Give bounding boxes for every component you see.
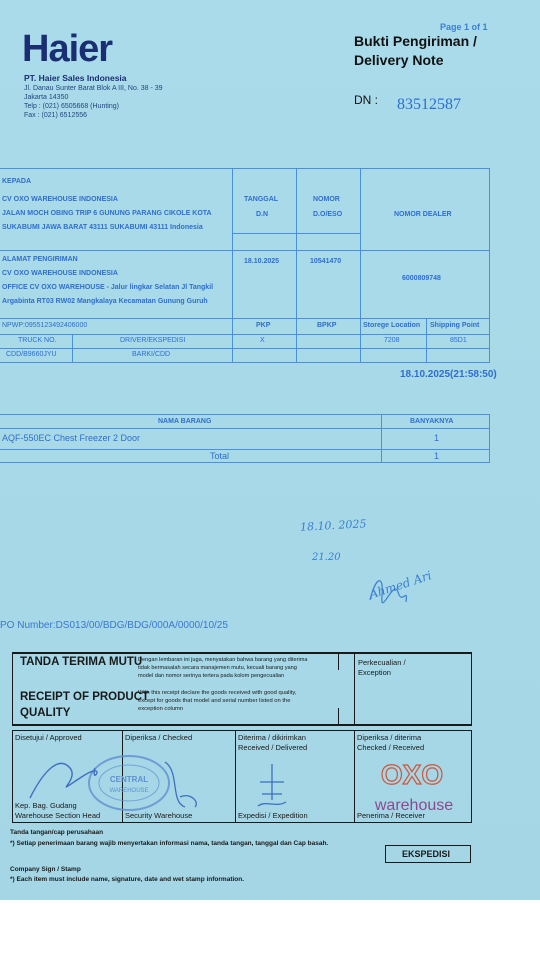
total-qty: 1 — [434, 451, 440, 461]
item-qty-header: BANYAKNYA — [410, 418, 454, 425]
handwritten-date: 18.10. 2025 — [299, 517, 367, 534]
shipping-line-3: Argabinta RT03 RW02 Mangkalaya Kecamatan Gunung Guruh — [2, 298, 208, 305]
head-signature-icon — [20, 748, 100, 808]
npwp-number: NPWP:0955123492406000 — [2, 322, 88, 329]
receiver-label: Penerima / Receiver — [357, 811, 425, 820]
signature-scribble-icon — [364, 566, 414, 616]
receipt-text-id-1: Dengan lembaran ini juga, menyatakan bahwa barang yang diterima — [138, 657, 308, 663]
po-number: PO Number:DS013/00/BDG/BDG/000A/0000/10/25 — [0, 620, 228, 631]
sign-title: Tanda tangan/cap perusahaan — [10, 829, 104, 836]
head-label — [15, 801, 100, 821]
security-signature-icon — [150, 752, 210, 812]
tanggal-label: TANGGAL — [244, 196, 279, 203]
receipt-text-en-3: exception column — [138, 706, 184, 712]
expedition-label: Expedisi / Expedition — [238, 811, 308, 820]
received-label-2: Received / Delivered — [238, 743, 308, 752]
receipt-title-en-1: RECEIPT OF PRODUCT — [20, 691, 150, 703]
storage-location-label: Storege Location — [363, 322, 421, 329]
note-en: *) Each item must include name, signature, date and wet stamp information. — [10, 876, 245, 883]
item-row-qty: 1 — [434, 433, 440, 443]
printed-timestamp: 18.10.2025(21:58:50) — [400, 369, 497, 380]
driver-label: DRIVER/EKSPEDISI — [120, 337, 186, 344]
truck-no-value: CDD/B9660JYU — [6, 351, 57, 358]
dn-number: 83512587 — [397, 96, 461, 113]
dealer-value: 6000809748 — [402, 275, 441, 282]
exception-label — [358, 658, 406, 678]
tanggal-sub: D.N — [256, 211, 269, 218]
page-indicator: Page 1 of 1 — [440, 22, 488, 32]
oxo-mark-text: OXO — [380, 759, 444, 790]
haier-logo: Haier — [22, 28, 113, 70]
received-label-1: Diterima / dikirimkan — [238, 733, 306, 742]
received-label — [238, 733, 307, 753]
receipt-title-id: TANDA TERIMA MUTU — [20, 656, 143, 668]
item-name-header: NAMA BARANG — [158, 418, 212, 425]
truck-no-label: TRUCK NO. — [18, 337, 57, 344]
recipient-line-3: SUKABUMI JAWA BARAT 43111 SUKABUMI 43111 Indonesia — [2, 224, 203, 231]
ekspedisi-label: EKSPEDISI — [402, 849, 451, 859]
company-name: PT. Haier Sales Indonesia — [24, 73, 127, 83]
checked-label: Diperiksa / Checked — [125, 733, 193, 742]
receipt-text-id-2: tidak bermasalah secara manajemen mutu, kecuali barang yang — [138, 665, 297, 671]
recipient-line-2: JALAN MOCH OBING TRIP 6 GUNUNG PARANG CIKOLE KOTA — [2, 210, 212, 217]
exception-label-2: Exception — [358, 668, 391, 677]
oxo-warehouse-stamp-icon — [362, 752, 462, 812]
checked-received-label-1: Diperiksa / diterima — [357, 733, 422, 742]
pkp-label: PKP — [256, 322, 271, 329]
receipt-text-en — [138, 689, 296, 713]
checked-received-label-2: Checked / Received — [357, 743, 425, 752]
oxo-mark-text-2: warehouse — [374, 797, 454, 812]
storage-location-value: 7208 — [384, 337, 400, 344]
approved-label: Disetujui / Approved — [15, 733, 82, 742]
stamp-center-text: CENTRAL — [109, 775, 149, 784]
shipping-line-2: OFFICE CV OXO WAREHOUSE - Jalur lingkar Selatan Jl Tangkil — [2, 284, 214, 291]
note-id: *) Setiap penerimaan barang wajib menyertakan informasi nama, tanda tangan, tanggal dan Cap basah. — [10, 840, 329, 847]
document-title-line-2: Delivery Note — [354, 52, 444, 68]
document-title-line-1: Bukti Pengiriman / — [354, 33, 477, 49]
shipping-point-value: 85D1 — [450, 337, 467, 344]
receipt-title-en-2: QUALITY — [20, 707, 71, 719]
checked-received-label — [357, 733, 424, 753]
expedition-signature-icon — [252, 760, 292, 812]
company-address-1: Jl. Danau Sunter Barat Blok A III, No. 38 - 39 — [24, 85, 163, 92]
document-title — [354, 32, 477, 70]
receipt-text-en-1: With this receipt declare the goods received with good quality, — [138, 690, 297, 696]
stamp-title: Company Sign / Stamp — [10, 866, 81, 873]
receipt-title-en — [20, 689, 149, 721]
nomor-sub: D.O/ESO — [313, 211, 343, 218]
item-row-name: AQF-550EC Chest Freezer 2 Door — [2, 433, 141, 443]
recipient-line-1: CV OXO WAREHOUSE INDONESIA — [2, 196, 118, 203]
total-label: Total — [210, 451, 230, 461]
shipping-line-1: CV OXO WAREHOUSE INDONESIA — [2, 270, 118, 277]
nomor-value: 10541470 — [310, 258, 342, 265]
shipping-point-label: Shipping Point — [430, 322, 480, 329]
receipt-text-id — [138, 656, 307, 680]
head-label-1: Kep. Bag. Gudang — [15, 801, 77, 810]
pkp-value: X — [260, 337, 265, 344]
exception-label-1: Perkecualian / — [358, 658, 406, 667]
security-label: Security Warehouse — [125, 811, 193, 820]
company-phone: Telp : (021) 6505668 (Hunting) — [24, 103, 119, 110]
handwritten-time: 21.20 — [312, 552, 341, 563]
head-label-2: Warehouse Section Head — [15, 811, 101, 820]
receipt-text-en-2: except for goods that model and serial number listed on the — [138, 698, 291, 704]
stamp-sub-text: WAREHOUSE — [109, 788, 149, 794]
shipping-label: ALAMAT PENGIRIMAN — [2, 256, 78, 263]
company-address-2: Jakarta 14350 — [24, 94, 69, 101]
recipient-label: KEPADA — [2, 178, 32, 185]
receipt-text-id-3: model dan nomor serinya tertera pada kolom pengecualian — [138, 673, 285, 679]
driver-value: BARKI/CDD — [132, 351, 171, 358]
tanggal-value: 18.10.2025 — [244, 258, 280, 265]
dealer-label: NOMOR DEALER — [394, 211, 452, 218]
handwritten-signature: Ahmed Ari — [367, 568, 434, 602]
dn-label: DN : — [354, 93, 378, 107]
nomor-label: NOMOR — [313, 196, 340, 203]
bpkp-label: BPKP — [317, 322, 337, 329]
company-fax: Fax : (021) 6512556 — [24, 112, 88, 119]
